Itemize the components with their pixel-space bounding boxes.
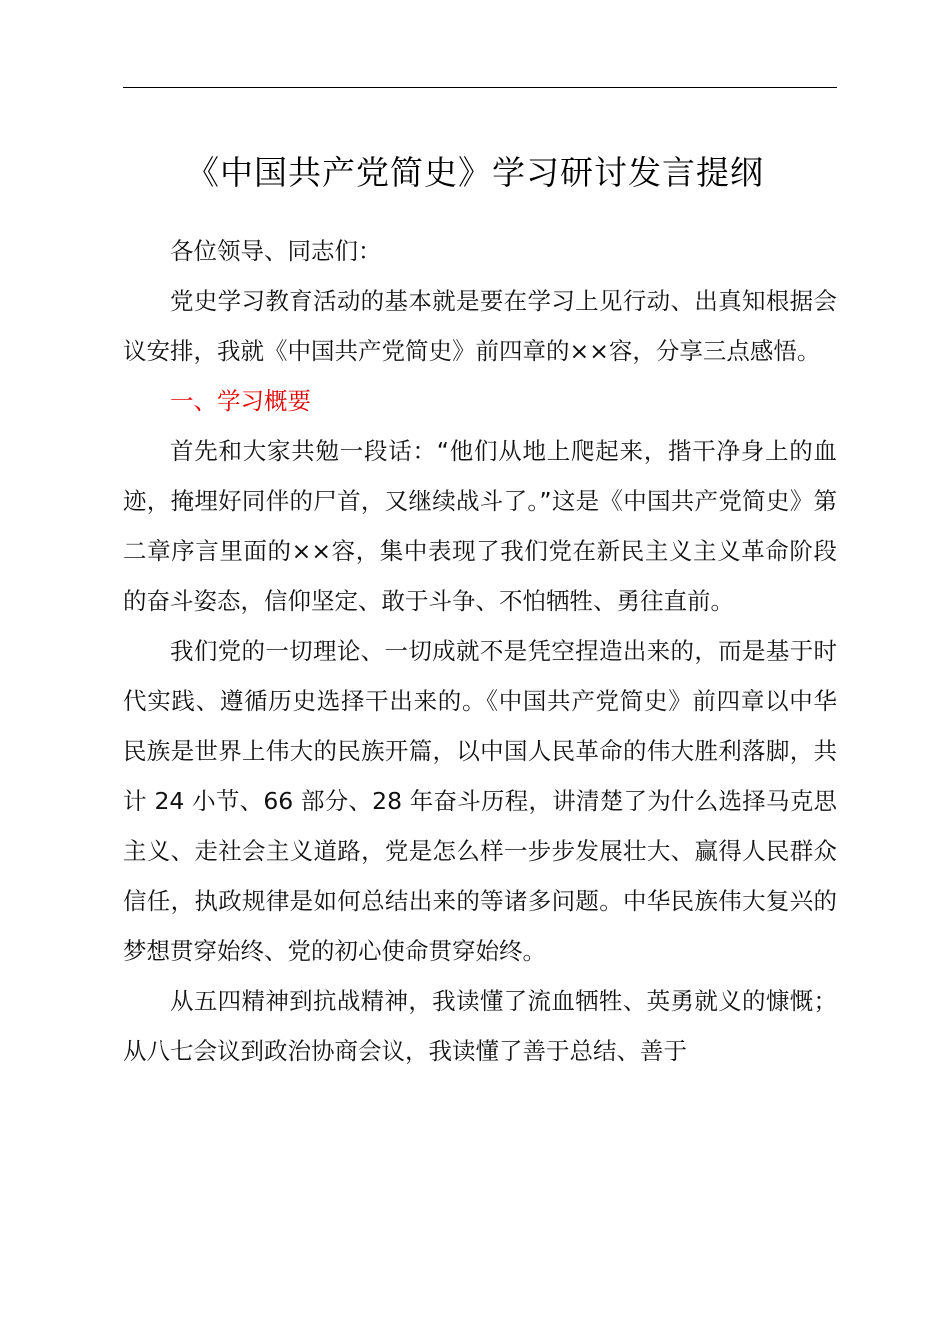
paragraph-quote: 首先和大家共勉一段话：“他们从地上爬起来，揩干净身上的血迹，掩埋好同伴的尸首，又继续战斗了。”这是《中国共产党简史》第二章序言里面的××容，集中表现了我们党在新民主义主义革命阶段的奋斗姿态，信仰坚定、敢于斗争、不怕牺牲、勇往直前。 (123, 437, 837, 615)
section-heading-1: 一、学习概要 (170, 387, 311, 415)
paragraph-intro: 党史学习教育活动的基本就是要在学习上见行动、出真知根据会议安排，我就《中国共产党简史》前四章的××容，分享三点感悟。 (123, 287, 837, 365)
paragraph-theory: 我们党的一切理论、一切成就不是凭空捏造出来的，而是基于时代实践、遵循历史选择干出来的。《中国共产党简史》前四章以中华民族是世界上伟大的民族开篇，以中国人民革命的伟大胜利落脚，共计 24 小节、66 部分、28 年奋斗历程，讲清楚了为什么选择马克思主义、走社会主义道路，党是怎么样一步步发展壮大、赢得人民群众信任，执政规律是如何总结出来的等诸多问题。中华民族伟大复兴的梦想贯穿始终、党的初心使命贯穿始终。 (123, 637, 837, 965)
document-body (123, 226, 837, 1076)
header-rule (123, 87, 837, 88)
paragraph-spirit: 从五四精神到抗战精神，我读懂了流血牺牲、英勇就义的慷慨；从八七会议到政治协商会议，我读懂了善于总结、善于 (123, 987, 837, 1065)
document-title: 《中国共产党简史》学习研讨发言提纲 (186, 153, 764, 192)
salutation: 各位领导、同志们： (170, 237, 382, 265)
